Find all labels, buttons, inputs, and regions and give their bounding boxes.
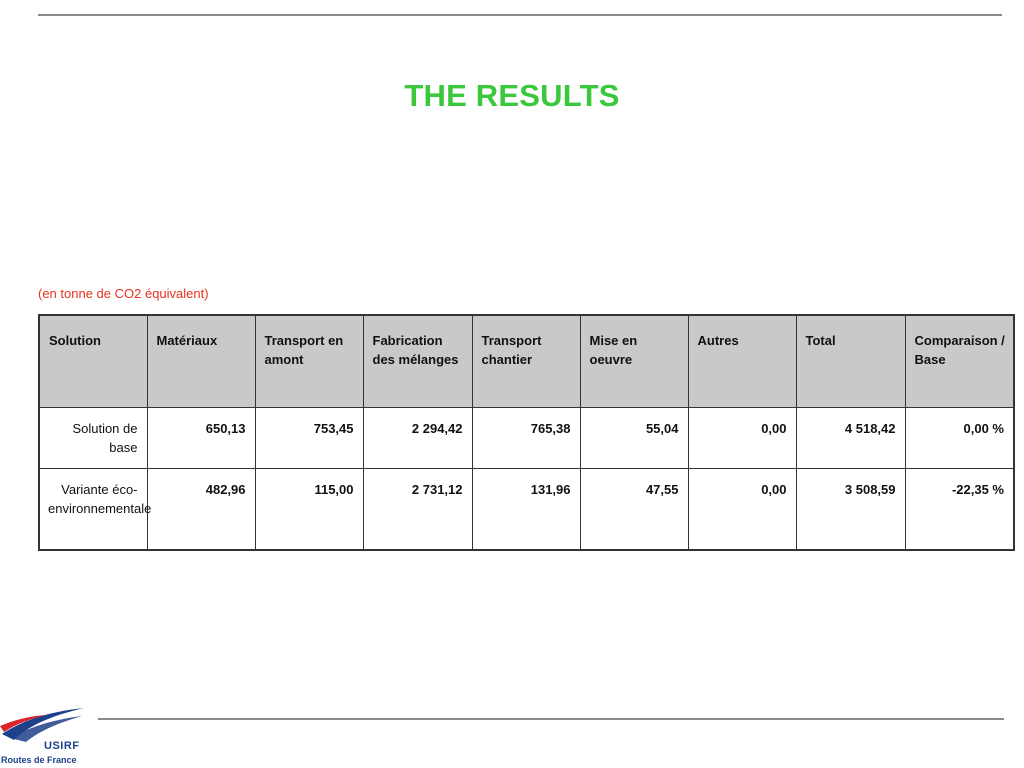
cell-fabrication: 2 294,42 (363, 408, 472, 469)
cell-total: 4 518,42 (796, 408, 905, 469)
table-row (39, 408, 1014, 469)
cell-autres: 0,00 (688, 408, 796, 469)
header-transport-chantier: Transport chantier (472, 315, 580, 408)
header-mise-en-oeuvre: Mise en oeuvre (580, 315, 688, 408)
bottom-divider (98, 718, 1004, 720)
cell-materiaux: 650,13 (147, 408, 255, 469)
header-fabrication: Fabrication des mélanges (363, 315, 472, 408)
cell-transport-chantier: 131,96 (472, 469, 580, 551)
cell-autres: 0,00 (688, 469, 796, 551)
cell-transport-amont: 115,00 (255, 469, 363, 551)
cell-comparaison: -22,35 % (905, 469, 1014, 551)
header-autres: Autres (688, 315, 796, 408)
header-comparaison: Comparaison / Base (905, 315, 1014, 408)
unit-note: (en tonne de CO2 équivalent) (38, 286, 209, 301)
cell-comparaison: 0,00 % (905, 408, 1014, 469)
cell-materiaux: 482,96 (147, 469, 255, 551)
header-materiaux: Matériaux (147, 315, 255, 408)
road-swoosh-icon (0, 704, 90, 744)
cell-solution: Solution de base (39, 408, 147, 469)
header-total: Total (796, 315, 905, 408)
slide-title: THE RESULTS (404, 78, 620, 113)
logo-tagline: Routes de France (1, 755, 77, 765)
header-solution: Solution (39, 315, 147, 408)
logo-brand: USIRF (44, 740, 80, 752)
top-divider (38, 14, 1002, 16)
results-table (38, 314, 1015, 551)
cell-transport-chantier: 765,38 (472, 408, 580, 469)
cell-total: 3 508,59 (796, 469, 905, 551)
table-row (39, 469, 1014, 551)
usirf-logo (0, 700, 98, 768)
cell-transport-amont: 753,45 (255, 408, 363, 469)
table-header-row (39, 315, 1014, 408)
header-transport-amont: Transport en amont (255, 315, 363, 408)
cell-solution: Variante éco-environnementale (39, 469, 147, 551)
cell-mise-en-oeuvre: 55,04 (580, 408, 688, 469)
cell-mise-en-oeuvre: 47,55 (580, 469, 688, 551)
cell-fabrication: 2 731,12 (363, 469, 472, 551)
